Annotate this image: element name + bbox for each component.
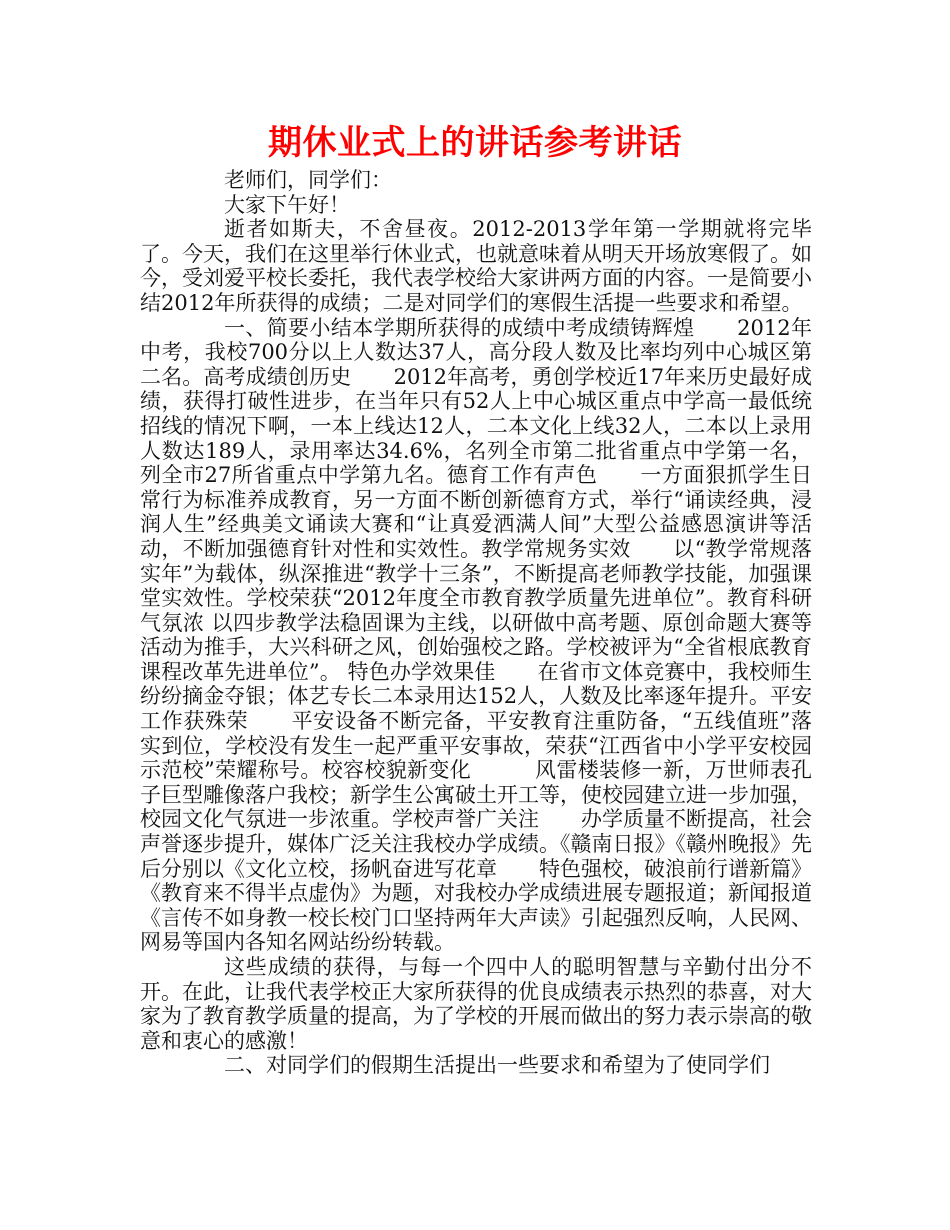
salutation: 老师们，同学们：	[224, 168, 392, 192]
greeting: 大家下午好！	[224, 192, 350, 217]
paragraph-holiday-requirements: 二、对同学们的假期生活提出一些要求和希望为了使同学们	[224, 1053, 770, 1078]
paragraph-achievements: 一、简要小结本学期所获得的成绩中考成绩铸辉煌 2012年中考，我校700分以上人数达37人，高分段人数及比率均列中心城区第二名。高考成绩创历史 2012年高考，勇创学校近17年来历史最好成绩，获得打破性进步，在当年只有52人上中心城区重点中学高一最低统招线的情况下啊，一本上线达12人，二本文化上线32人，二本以上录用人数达189人，录用率达34.6%，名列全市第二批省重点中学第一名，列全市27所省重点中学第九名。德育工作有声色 一方面狠抓学生日常行为标准养成教育，另一方面不断创新德育方式，举行“诵读经典，浸润人生”经典美文诵读大赛和“让真爱洒满人间”大型公益感恩演讲等活动，不断加强德育针对性和实效性。教学常规务实效 以“教学常规落实年”为载体，纵深推进“教学十三条”，不断提高老师教学技能，加强课堂实效性。学校荣获“2012年度全市教育教学质量先进单位”。教育科研气氛浓 以四步教学法稳固课为主线，以研做中高考题、原创命题大赛等活动为推手，大兴科研之风，创始强校之路。学校被评为“全省根底教育课程改革先进单位”。 特色办学效果佳 在省市文体竞赛中，我校师生纷纷摘金夺银；体艺专长二本录用达152人，人数及比率逐年提升。平安工作获殊荣 平安设备不断完备，平安教育注重防备，“五线值班”落实到位，学校没有发生一起严重平安事故，荣获“江西省中小学平安校园示范校”荣耀称号。校容校貌新变化 风雷楼装修一新，万世师表孔子巨型雕像落户我校；新学生公寓破土开工等，使校园建立进一步加强，校园文化气氛进一步浓重。学校声誉广关注 办学质量不断提高，社会声誉逐步提升，媒体广泛关注我校办学成绩。《赣南日报》《赣州晚报》先后分别以《文化立校，扬帆奋进写花章 特色强校，破浪前行谱新篇》《教育来不得半点虚伪》为题，对我校办学成绩进展专题报道；新闻报道《言传不如身教一校长校门口坚持两年大声读》引起强烈反响，人民网、网易等国内各知名网站纷纷转载。	[140, 315, 812, 955]
document-body	[140, 168, 812, 1078]
document-title: 期休业式上的讲话参考讲话	[268, 123, 682, 163]
paragraph-opening: 逝者如斯夫，不舍昼夜。2012-2013学年第一学期就将完毕了。今天，我们在这里举行休业式，也就意味着从明天开场放寒假了。如今，受刘爱平校长委托，我代表学校给大家讲两方面的内容。一是简要小结2012年所获得的成绩；二是对同学们的寒假生活提一些要求和希望。	[140, 217, 812, 315]
paragraph-gratitude: 这些成绩的获得，与每一个四中人的聪明智慧与辛勤付出分不开。在此，让我代表学校正大家所获得的优良成绩表示热烈的恭喜，对大家为了教育教学质量的提高，为了学校的开展而做出的努力表示崇高的敬意和衷心的感激！	[140, 955, 812, 1053]
